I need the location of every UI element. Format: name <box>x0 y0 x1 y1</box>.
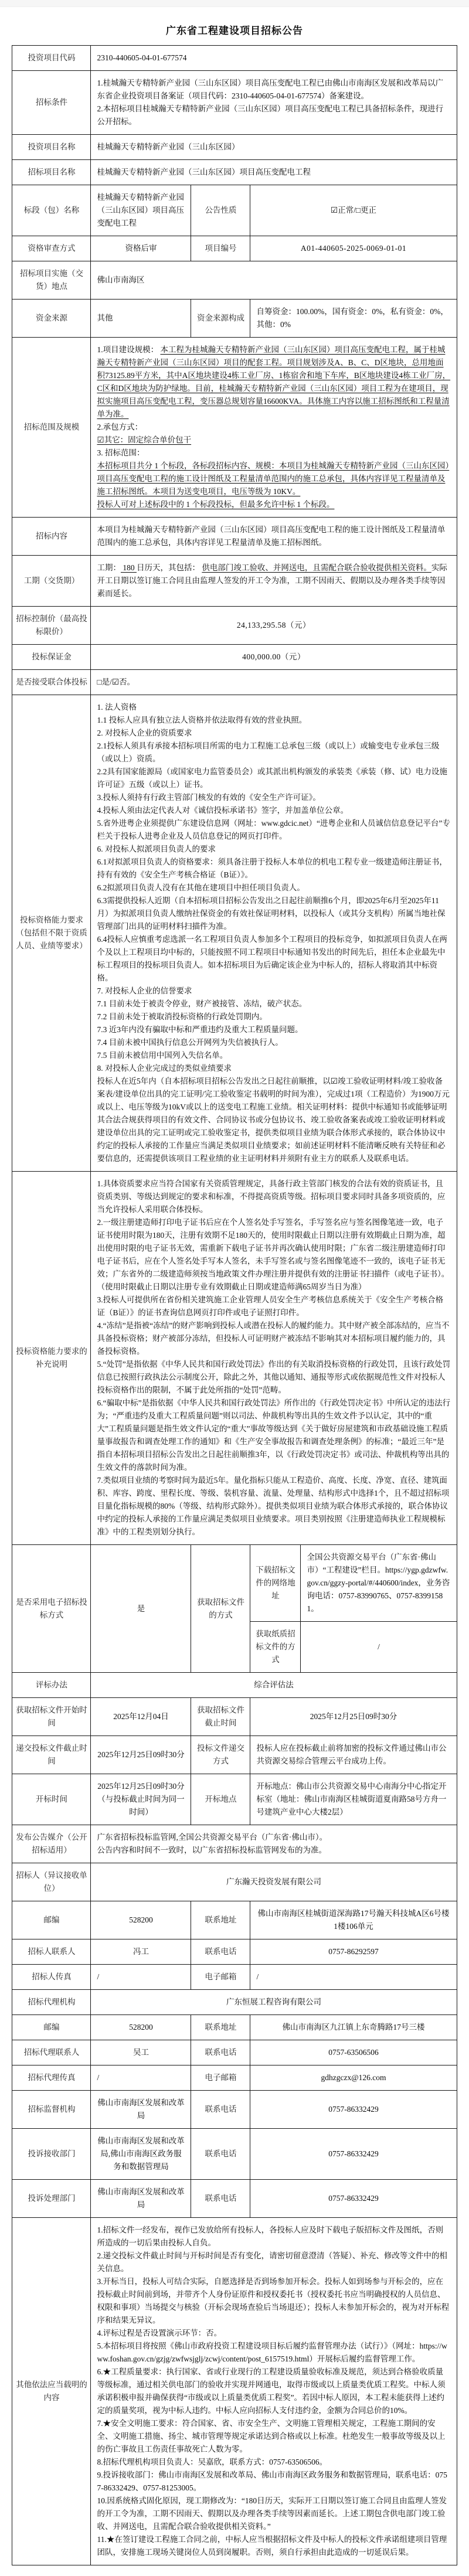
row-qualification-supplement <box>12 1172 457 1545</box>
label-qualification-requirements: 投标资格能力要求（包括但不限于资质人员、业绩等要求） <box>12 695 91 1172</box>
label-announcement-media: 发布公告媒介（公开招标适用） <box>12 1825 91 1863</box>
row-complaint-receiving <box>12 2129 457 2180</box>
qualification-para: 7.1 目前未处于被责令停业，财产被接管、冻结，破产状态。 <box>97 999 307 1008</box>
qualification-para: 6.3需提供投标人近期（自本招标项目招标公告发出之日起往前顺推6个月，即2025年6月至2025年11月）为拟派项目负责人缴纳社保资金的有效社保证明材料，以投标人（或其分支机构）所属当地社保管理部门出具的证明材料扫描件为准。 <box>97 896 446 931</box>
label-agency-zip: 邮编 <box>12 2015 91 2040</box>
value-qualification-supplement <box>91 1172 457 1545</box>
label-funding-composition: 资金来源构成 <box>191 300 250 338</box>
value-tenderer-fax: / <box>91 1965 191 1990</box>
row-document-period <box>12 1698 457 1736</box>
label-agency-address: 联系地址 <box>191 2015 250 2040</box>
row-funding-source <box>12 300 457 338</box>
row-bid-deposit <box>12 645 457 670</box>
label-tenderer-contact: 招标人联系人 <box>12 1939 91 1965</box>
supplement-para: 1.具体资质要求应当符合国家有关资质管理规定，具备行政主管部门核发的合法有效的资质证书，且资质类别、等级达到规定的要求和标准，不得提高资质等级。招标项目要求同时具备多项资质的，应当允许投标人采用联合体投标。 <box>97 1179 446 1214</box>
value-tender-content: 本项目为桂城瀚天专精特新产业园（三山东区园）项目高压变配电工程的施工设计图纸及工程量清单范围内的施工总承包，具体内容详见工程量清单及施工招标图纸。 <box>91 518 457 556</box>
row-tender-conditions <box>12 71 457 135</box>
value-tenderer-contact: 冯工 <box>91 1939 191 1965</box>
value-delivery-location: 佛山市南海区 <box>91 261 457 300</box>
label-investment-name: 投资项目名称 <box>12 135 91 160</box>
label-supervision-phone: 联系电话 <box>191 2091 250 2129</box>
supplement-para: 2.一级注册建造师打印电子证书后应在个人签名处手写签名，手写签名应与签名图像笔迹一致，电子证书使用时限为180天，注册有效期不足180天的，使用时限截止日期以注册有效期截止日期为准，超出使用时限的电子证书无效，需重新下载电子证书并再次确认使用时限；广东省二级注册建造师打印电子证书后，应在个人签名处手写本人签名，未手写签名或与签名图像笔迹不一致的，该电子证书无效；广东省外的二级建造师须按当地政策文件办理注册并提供有效的注册证书扫描件（或电子证书）。（使用时限截止日期以注册专业有效期截止日期或建造师满65周岁当日为准） <box>97 1218 450 1291</box>
label-notice-nature: 公告性质 <box>191 185 250 236</box>
label-tenderer-email: 电子邮箱 <box>191 1965 250 1990</box>
row-submission <box>12 1736 457 1774</box>
other-para: 8.招标代理机构项目负责人：吴嘉欣，联系方式：0757-63506506。 <box>97 2458 328 2466</box>
other-para: 6.★工程质量要求：执行国家、省或行业现行的工程建设质量验收标准及规范，须达到合格验收质量等级标准，通过相关供电部门的验收并实现并网通电，取得市级或以上质量类优质工程奖。中标人须承诺积极申报并确保获得“市级或以上质量类优质工程奖”。若因中标人原因，本工程未能获得上述约定的质量奖项，视为中标人违约。中标人应向招标人支付违约金，金额为合同总价的10%。 <box>97 2367 446 2415</box>
value-complaint-receiving-phone: 0757-86332429 <box>250 2129 457 2180</box>
announcement-table <box>12 45 457 2565</box>
duration-days: 180 <box>120 563 137 572</box>
value-scope-and-scale <box>91 338 457 518</box>
row-agency <box>12 1990 457 2015</box>
value-document-end-time: 2025年12月25日09时30分 <box>250 1698 457 1736</box>
value-other-content <box>91 2218 457 2565</box>
label-complaint-receiving-phone: 联系电话 <box>191 2129 250 2180</box>
label-opening-place: 开标地点 <box>191 1774 250 1825</box>
value-bid-deposit: 400,000.00（元） <box>91 645 457 670</box>
page-title: 广东省工程建设项目招标公告 <box>166 25 303 36</box>
label-paper-documents: 获取纸质招标文件的方式 <box>250 1622 301 1673</box>
value-tenderer-zip: 528200 <box>91 1901 191 1939</box>
label-tender-project-name: 招标项目名称 <box>12 160 91 185</box>
qualification-para: 7.4 目前未被中国执行信息公开网列为失信被执行人。 <box>97 1038 283 1047</box>
value-document-start-time: 2025年12月04日 <box>91 1698 191 1736</box>
label-project-number: 项目编号 <box>191 236 250 261</box>
row-investment-name <box>12 135 457 160</box>
value-complaint-receiving: 佛山市南海区发展和改革局,佛山市南海区政务服务和数据管理局 <box>91 2129 191 2180</box>
other-para: 10.因系统格式固化原因，现工期修改为：“180日历天，实际开工日期以签订施工合同且由监理人签发的开工令为准，工期不因雨天、假期以及办理各类手续等因素而延长。上述工期包含供电部门竣工验收、并网送电，且需配合联合验收提供相关资料。” <box>97 2496 447 2531</box>
qualification-para: 2. 对投标人企业的资质要求 <box>97 729 192 737</box>
qualification-para: 7.5 目前未被信用中国列入失信名单。 <box>97 1051 228 1060</box>
qualification-para: 2.2具有国家能源局（或国家电力监管委员会）或其派出机构颁发的承装类《承装（修、试）电力设施许可证》五级（或以上）证书。 <box>97 767 447 789</box>
row-tenderer-fax <box>12 1965 457 1990</box>
other-para: 2.递交投标文件截止时间与开标时间是否有变化，请密切留意澄清（答疑）、补充、修改等文件中的相关信息。 <box>97 2251 447 2273</box>
value-opening-time: 2025年12月25日09时30分（与投标截止时间为同一时间） <box>91 1774 191 1825</box>
label-agency-contact: 招标代理联系人 <box>12 2040 91 2065</box>
duration-includes: 供电部门竣工验收、并网送电，且需配合联合验收提供相关资料。 <box>202 563 431 572</box>
label-consortium: 是否接受联合体投标 <box>12 670 91 695</box>
value-funding-composition: 自筹资金：100.00%，国有资金：0%，私有资金：0%，其他：0% <box>250 300 457 338</box>
value-duration <box>91 556 457 607</box>
value-e-bidding: 是 <box>91 1545 191 1673</box>
value-agency-email: gdhzgczx@126.com <box>250 2065 457 2091</box>
other-para: 9.投诉接收部门：佛山市南海区发展和改革局、佛山市南海区政务服务和数据管理局，联系电话：0757-86332429、0757-81253005。 <box>97 2470 447 2492</box>
label-agency-fax: 招标代理传真 <box>12 2065 91 2091</box>
label-funding-source: 资金来源 <box>12 300 91 338</box>
value-agency: 广东恒展工程咨询有限公司 <box>91 1990 457 2015</box>
qualification-para: 1.1 投标人应具有独立法人资格并依法取得有效的营业执照。 <box>97 716 307 724</box>
value-agency-fax: / <box>91 2065 191 2091</box>
supplement-para: 4.“冻结”是指被“冻结”的财产影响到投标人或潜在投标人的履约能力。其中财产被全部冻结的，应当不具备投标资格；财产被部分冻结，但投标人可证明财产被冻结不影响其对本招标项目履约能力的，具备投标资格。 <box>97 1321 450 1356</box>
label-complaint-receiving: 投诉接收部门 <box>12 2129 91 2180</box>
label-agency: 招标代理机构 <box>12 1990 91 2015</box>
label-submission-method: 投标文件递交方式 <box>191 1736 250 1774</box>
value-paper-documents: / <box>301 1622 457 1673</box>
duration-text: 工期： 180 日历天，其包括： 供电部门竣工验收、并网送电，且需配合联合验收提供相关资料。实际开工日期以签订施工合同且由监理人签发的开工令为准，工期不因雨天、假期以及办理各类手续等因素而延长。 <box>97 563 447 598</box>
value-complaint-handling: 佛山市南海区发展和改革局 <box>91 2180 191 2218</box>
label-qualification-supplement: 投标资格能力要求的补充说明 <box>12 1172 91 1545</box>
value-funding-source: 其他 <box>91 300 191 338</box>
value-notice-nature-checkbox: ☑正常/□更正 <box>250 185 457 236</box>
row-supervision-agency <box>12 2091 457 2129</box>
value-complaint-handling-phone: 0757-86332429 <box>250 2180 457 2218</box>
supplement-para: 3.投标人可提供所在省份相关建筑施工企业管理人员安全生产考核信息系统关于《安全生产考核合格证（B证）》的证书查询信息网页打印件或电子证照打印件。 <box>97 1295 444 1317</box>
other-para: 7.★安全文明施工要求：符合国家、省、市安全生产、文明施工管理相关规定，工程施工期间的安全、文明施工措施、扬尘、城市管理等规定承诺达到合格或以上标准。杜绝发生一般事故等级及以上的伤亡事故且工伤责任事故死亡人数为零。 <box>97 2419 446 2454</box>
label-bid-deposit: 投标保证金 <box>12 645 91 670</box>
qualification-para: 3.投标人须持有行政主管部门核发的有效的《安全生产许可证》。 <box>97 793 321 802</box>
value-tenderer-email: / <box>250 1965 457 1990</box>
label-delivery-location: 招标项目实施（交货）地点 <box>12 261 91 300</box>
other-para: 4.评标过程是否设置演示环节：否。 <box>97 2329 222 2337</box>
scope-range-text: 本招标项目共分 1 个标段，各标段招标内容、规模：本项目为桂城瀚天专精特新产业园（三山东区园）项目高压变配电工程的施工设计图纸及工程量清单范围内的施工总承包，具体内容详见工程量清单及施工招标图纸。本项目为送变电项目，电压等级为 10KV。 <box>97 461 450 496</box>
row-bid-opening <box>12 1774 457 1825</box>
label-tenderer-address: 联系地址 <box>191 1901 250 1939</box>
value-tenderer-address: 佛山市南海区桂城街道深海路17号瀚天科技城A区6号楼1楼106单元 <box>250 1901 457 1939</box>
value-control-price: 24,133,295.58（元） <box>91 607 457 645</box>
row-agency-fax <box>12 2065 457 2091</box>
row-tender-content <box>12 518 457 556</box>
qualification-para: 8. 对投标人企业完成过的类似业绩要求 <box>97 1064 232 1073</box>
row-complaint-handling <box>12 2180 457 2218</box>
media-line1: 广东省招标投标监管网,全国公共资源交易平台（广东省·佛山市）。 <box>97 1833 328 1842</box>
value-opening-place: 开标地点：佛山市公共资源交易中心南海分中心指定开标室（地址：佛山市南海区桂城街道夏南路58号方舟一号建筑产业中心大楼2层） <box>250 1774 457 1825</box>
other-para: 1.招标文件一经发布，视作已发放给所有投标人，各投标人应及时下载电子版招标文件及图纸，否则所造成的一切后果由投标人自负。 <box>97 2225 444 2247</box>
supplement-para: 6.“骗取中标”是指依据《中华人民共和国行政处罚法》所作出的《行政处罚决定书》中所认定的违法行为；“严重违约及重大工程质量问题”则以司法、仲裁机构等出具的生效文件予以认定，其中的“重大”工程质量问题是指生效文件认定的“重大”事故等级达到《关于做好房屋建筑和市政基础设施工程质量事故报告和调查处理工作的通知》和《生产安全事故报告和调查处理条例》的标准；“最近三年”是指自本招标项目招标公告发出之日起往前顺推3年，以《行政处罚决定书》或司法、仲裁机构等出具的生效文件的落款时间为准。 <box>97 1398 451 1472</box>
row-e-bidding <box>12 1545 457 1622</box>
scope-build-scale-text: 本工程为桂城瀚天专精特新产业园（三山东区园）项目高压变配电工程，属于桂城瀚天专精特新产业园（三山东区园）项目的配套工程。项目规划涉及A、B、C、D区地块，总用地面积73125.89平方米，其中A区地块建设4栋工业厂房、1栋宿舍和地下车库，B区地块建设4栋工业厂房，C区和D区地块为防护绿地。目前，桂城瀚天专精特新产业园（三山东区园）项目工程为在建项目，现拟实施项目高压变配电工程，变压器总规划容量16600KVA。具体施工内容以施工招标图纸和工程量清单为准。 <box>97 345 451 418</box>
value-agency-phone: 0757-63506506 <box>250 2040 457 2065</box>
qualification-para: 投标人在近5年内（自本招标项目招标公告发出之日起往前顺推，以☑竣工验收证明材料/竣工验收备案表/建设单位出具的完工证明/完工验收鉴定书载明的时间为准），完成过1项（工程造价）为1900万元或以上、电压等级为10kV或以上的送变电工程施工业绩。相关证明材料：提供中标通知书或能够证明其合法合规获得项目的有效文件、合同协议书或分包协议书、竣工验收备案表或竣工验收证明材料或建设单位出具的完工证明或完工验收鉴定书，提供类似项目业绩为联合体形式承接的，联合体协议中约定的投标人承接的工作量应当满足类似项目业绩要求；如前述证明材料不能清晰反映有关特征和必要信息的，还需提供该项目工程业绩的业主证明材料并须附有业主方的联系人及联系电话。 <box>97 1077 450 1163</box>
label-duration: 工期（交货期） <box>12 556 91 607</box>
row-announcement-media <box>12 1825 457 1863</box>
scope-build-scale-prefix: 1.项目建设规模： <box>97 345 161 354</box>
value-tenderer: 广东瀚天投资发展有限公司 <box>91 1863 457 1901</box>
other-para: 11.★在签订建设工程施工合同之前，中标人应当根据招标文件及中标人的投标文件承诺组建项目管理团队，安排施工现场关键岗位人员到岗履职。否则，须自行承担由此造成的一切延误后果。 <box>97 2535 447 2557</box>
supplement-para: 5.“处罚”是指依据《中华人民共和国行政处罚法》作出的有关取消投标资格的行政处罚，且该行政处罚信息已按照行政执法公示制度公开，除此之外，其他以通知、通报等形式或依据规范性文件对投标人投标资格作出的限制，不属于此处所指的“处罚”范畴。 <box>97 1360 451 1394</box>
value-project-code: 2310-440605-04-01-677574 <box>91 46 457 71</box>
label-e-bidding: 是否采用电子招标投标方式 <box>12 1545 91 1673</box>
label-control-price: 招标控制价（最高投标限价） <box>12 607 91 645</box>
media-line2: 公告内容和时间不一致时，以广东省招标投标监管网发布的为准。 <box>97 1846 327 1854</box>
value-investment-name: 桂城瀚天专精特新产业园（三山东区园） <box>91 135 457 160</box>
label-submission-deadline: 递交投标文件截止时间 <box>12 1736 91 1774</box>
value-supervision-agency: 佛山市南海区发展和改革局 <box>91 2091 191 2129</box>
label-tender-content: 招标内容 <box>12 518 91 556</box>
label-project-code: 投资项目代码 <box>12 46 91 71</box>
label-document-end-time: 获取招标文件截止时间 <box>191 1698 250 1736</box>
row-scope-and-scale <box>12 338 457 518</box>
label-tenderer-zip: 邮编 <box>12 1901 91 1939</box>
value-project-number: A01-440605-2025-0069-01-01 <box>250 236 457 261</box>
label-opening-time: 开标时间 <box>12 1774 91 1825</box>
row-qualification-review <box>12 236 457 261</box>
row-tenderer-zip <box>12 1901 457 1939</box>
label-other-content: 其他依法应当载明的内容 <box>12 2218 91 2565</box>
row-tenderer <box>12 1863 457 1901</box>
label-evaluation-method: 评标办法 <box>12 1673 91 1698</box>
other-para: 3.开标当日，投标人可结合实际，自愿选择是否到场参加开标会。投标人如到场参与开标会的，应在投标截止时间前到场，并带齐个人身份证原件和授权委托书（授权委托书应当明确授权的人员信息、权限和事项）当场提交与核验（开标会现场查验后当场退还）；投标人未参加开标会的，视为对开标程序和结果无异议。 <box>97 2277 450 2325</box>
qualification-para: 1. 法人资格 <box>97 703 137 712</box>
label-complaint-handling: 投诉处理部门 <box>12 2180 91 2218</box>
value-agency-zip: 528200 <box>91 2015 191 2040</box>
label-scope-and-scale: 招标范围及规模 <box>12 338 91 518</box>
row-other-content <box>12 2218 457 2565</box>
supplement-para: 7.类似项目业绩的考察时间为最近5年。量化指标只能从工程造价、高度、长度、净宽、直径、建筑面积、库容、跨度、里程长度、等级、装机容量、流量、处理量、结构形式中选择1个，且不超过招标项目量化指标规模的80%（等级、结构形式除外）。提供类似项目业绩为联合体形式承接的，联合体协议中约定的投标人承接的工作量应满足类似项目业绩要求。项目类别按照《注册建造师执业工程规模标准》中的工程类别划分执行。 <box>97 1476 450 1536</box>
qualification-para: 7. 对投标人企业的信誉要求 <box>97 986 192 995</box>
row-duration <box>12 556 457 607</box>
qualification-para: 7.2 目前未处于被取消投标资格的行政处罚期内。 <box>97 1012 267 1021</box>
label-section-name: 标段（包）名称 <box>12 185 91 236</box>
value-qualification-requirements <box>91 695 457 1172</box>
value-qualification-review: 资格后审 <box>91 236 191 261</box>
value-agency-address: 佛山市南海区九江镇上东奇腾路17号三楼 <box>250 2015 457 2040</box>
label-tender-conditions: 招标条件 <box>12 71 91 135</box>
value-agency-contact: 吴工 <box>91 2040 191 2065</box>
qualification-para: 6.4投标人应慎重考虑选派一名工程项目负责人参加多个工程项目的投标竞争，如拟派项目负责人在两个及以上工程项目均中标的，只能按照不同工程项目中标通知书发出的时间先后，担任本企业最先中标工程项目的投标项目负责人。如本招标项目为后确定该企业为中标人的，招标人将取消其中标资格。 <box>97 935 447 982</box>
scope-range-limit: 投标人可对上述标段中的 1 个标段投标，但最多允许中标 1 个标段。 <box>97 500 335 509</box>
value-supervision-phone: 0757-86332429 <box>250 2091 457 2129</box>
value-announcement-media <box>91 1825 457 1863</box>
label-download-address: 下载招标文件的网络地址 <box>250 1545 301 1622</box>
value-submission-deadline: 2025年12月25日09时30分 <box>91 1736 191 1774</box>
qualification-para: 6.1对拟派项目负责人的资格要求：须具备注册于投标人本单位的机电工程专业一级建造师注册证书，持有有效的《安全生产考核合格证（B证）》。 <box>97 857 447 879</box>
row-project-code <box>12 46 457 71</box>
value-download-address: 全国公共资源交易平台（广东省·佛山市）“工程建设”栏目。https://ygp.gdzwfw.gov.cn/ggzy-portal/#/440600/index，业务咨询电话：0757-83990765、0757-83991581。 <box>301 1545 457 1622</box>
label-document-start-time: 获取招标文件开始时间 <box>12 1698 91 1736</box>
value-evaluation-method: 综合评估法 <box>91 1673 457 1698</box>
label-tenderer-fax: 招标人传真 <box>12 1965 91 1990</box>
row-tenderer-contact <box>12 1939 457 1965</box>
scope-contract-mode-checkbox: ☑其它：固定综合单价包干 <box>97 435 192 444</box>
value-section-name: 桂城瀚天专精特新产业园（三山东区园）项目高压变配电工程 <box>91 185 191 236</box>
row-consortium <box>12 670 457 695</box>
qualification-para: 6.2拟派项目负责人没有在其他在建项目中担任项目负责人。 <box>97 883 305 892</box>
label-get-documents-method: 获取招标文件的方式 <box>191 1545 250 1673</box>
other-para: 5.本招标项目将按照《佛山市政府投资工程建设项目标后履约监督管理办法（试行）》（网址：https://www.foshan.gov.cn/gzjg/zwfwsjglj/zcwj/content/post_6157519.html）开展标后履约监督管理工作。 <box>97 2342 447 2363</box>
scope-contract-mode: 2.承包方式： <box>97 423 143 431</box>
label-supervision-agency: 招标监督机构 <box>12 2091 91 2129</box>
label-qualification-review: 资格审查方式 <box>12 236 91 261</box>
value-submission-method: 投标人应在投标截止前将加密的投标文件通过佛山市公共资源交易综合管理云平台成功上传。 <box>250 1736 457 1774</box>
label-complaint-handling-phone: 联系电话 <box>191 2180 250 2218</box>
row-delivery-location <box>12 261 457 300</box>
scope-range-heading: 3. 招标范围： <box>97 448 145 457</box>
scope-build-scale <box>97 343 450 421</box>
row-agency-zip <box>12 2015 457 2040</box>
tender-conditions-p1: 1.桂城瀚天专精特新产业园（三山东区园）项目高压变配电工程已由佛山市南海区发展和改革局以广东省企业投资项目备案证（项目代码：2310-440605-04-01-677574）备案建设。 <box>97 79 444 100</box>
label-tenderer-phone: 联系电话 <box>191 1939 250 1965</box>
qualification-para: 7.3 近3年内没有骗取中标和严重违约及重大工程质量问题。 <box>97 1025 303 1034</box>
qualification-para: 4.投标人须由法定代表人对《诚信投标承诺书》签字，并加盖单位公章。 <box>97 806 349 815</box>
label-agency-phone: 联系电话 <box>191 2040 250 2065</box>
label-agency-email: 电子邮箱 <box>191 2065 250 2091</box>
value-tender-conditions <box>91 71 457 135</box>
top-strip <box>0 0 469 7</box>
row-tender-project-name <box>12 160 457 185</box>
row-evaluation-method <box>12 1673 457 1698</box>
row-control-price <box>12 607 457 645</box>
qualification-para: 6. 对投标人拟派项目负责人的要求 <box>97 845 216 853</box>
value-consortium-checkbox: □是/☑否。 <box>91 670 457 695</box>
qualification-para: 2.1投标人须具有承接本招标项目所需的电力工程施工总承包三级（或以上）或输变电专业承包三级（或以上）资质。 <box>97 741 440 763</box>
qualification-para: 5.省外进粤企业须提供广东建设信息网（网址：www.gdcic.net）“进粤企业和人员诚信信息登记平台”专栏关于投标人进粤企业及人员信息登记的网页打印件。 <box>97 819 450 840</box>
value-tenderer-phone: 0757-86292597 <box>250 1939 457 1965</box>
value-tender-project-name: 桂城瀚天专精特新产业园（三山东区园）项目高压变配电工程 <box>91 160 457 185</box>
row-section-name <box>12 185 457 236</box>
row-agency-contact <box>12 2040 457 2065</box>
label-tenderer: 招标人（异议接收单位） <box>12 1863 91 1901</box>
tender-conditions-p2: 2.本招标项目桂城瀚天专精特新产业园（三山东区园）项目高压变配电工程已具备招标条件，现进行公开招标。 <box>97 104 444 126</box>
row-qualification-requirements <box>12 695 457 1172</box>
